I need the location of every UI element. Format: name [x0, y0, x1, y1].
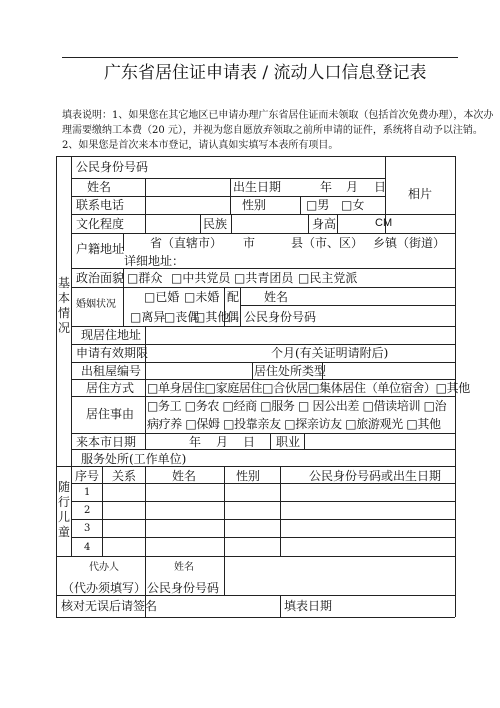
political-option-masses[interactable]: □群众: [127, 271, 163, 285]
hukou-city: 市: [243, 236, 256, 250]
workplace-label: 服务处所(工作单位): [81, 452, 187, 466]
grid-line: [224, 556, 225, 595]
children-row-3-index: 3: [84, 523, 91, 534]
grid-line: [224, 466, 225, 556]
agent-id-label: 公民身份号码: [147, 581, 220, 595]
children-section-label: 随行儿童: [57, 480, 70, 539]
spouse-name-label: 姓名: [264, 290, 289, 304]
political-option-democratic[interactable]: □民主党派: [298, 271, 358, 285]
spouse-label-bottom: 偶: [227, 310, 240, 324]
political-option-league[interactable]: □共青团员: [234, 271, 294, 285]
marital-label: 婚姻状况: [76, 299, 116, 310]
political-label: 政治面貌: [76, 271, 125, 285]
grid-line: [71, 214, 455, 215]
phone-label: 联系电话: [76, 198, 125, 212]
gender-male-checkbox[interactable]: □男: [306, 198, 330, 212]
birth-month-label: 月: [346, 180, 359, 194]
grid-line: [71, 233, 455, 234]
arrival-year-label: 年: [189, 435, 202, 449]
grid-line: [71, 326, 455, 327]
residence-mode-label: 居住方式: [86, 381, 135, 395]
grid-line: [56, 156, 57, 617]
grid-line: [270, 433, 271, 449]
grid-line: [56, 556, 455, 557]
arrival-date-label: 来本市日期: [76, 435, 137, 449]
gender-female-checkbox[interactable]: □女: [341, 198, 365, 212]
marital-option-widowed[interactable]: □丧偶: [164, 310, 200, 324]
grid-line: [56, 466, 455, 467]
basic-section-label: 基本情况: [57, 276, 70, 335]
hukou-label: 户籍地址: [76, 242, 125, 256]
hukou-town: 乡镇（街道）: [373, 236, 446, 250]
birth-year-label: 年: [320, 180, 333, 194]
children-header-gender: 性别: [236, 469, 261, 483]
residence-reason-label: 居住事由: [86, 407, 135, 421]
occupation-label: 职业: [276, 435, 301, 449]
children-header-id: 公民身份号码或出生日期: [309, 469, 442, 483]
marital-option-other[interactable]: □其他: [194, 310, 230, 324]
grid-line: [337, 214, 338, 233]
grid-line: [252, 362, 253, 379]
instructions-line-3: 2、如果您是首次来本市登记，请认真如实填写本表所有项目。: [62, 140, 339, 151]
grid-line: [71, 449, 455, 450]
agent-name-label: 姓名: [174, 562, 194, 573]
grid-line: [56, 595, 455, 596]
grid-line: [145, 466, 146, 556]
fill-date-label: 填表日期: [284, 599, 333, 613]
grid-line: [71, 519, 455, 520]
grid-line: [71, 178, 385, 179]
residence-mode-options[interactable]: □单身居住□家庭居住□合伙居□集体居住（单位宿舍）□其他: [147, 381, 470, 395]
residence-type-label: 居住处所类型: [254, 364, 327, 378]
children-header-index: 序号: [75, 469, 100, 483]
validity-label: 申请有效期限: [76, 346, 149, 360]
grid-line: [231, 214, 232, 233]
grid-line: [56, 156, 455, 157]
grid-line: [71, 379, 455, 380]
instructions-line-2: 理需要缴纳工本费（20 元），并视为您自愿放弃领取之前所申请的证件，系统将自动予以注销。: [62, 125, 483, 136]
height-label: 身高: [312, 217, 337, 231]
children-row-1-index: 1: [84, 487, 91, 498]
spouse-label-top: 配: [227, 290, 240, 304]
grid-line: [102, 466, 103, 556]
agent-note: （代办须填写）: [62, 581, 147, 595]
photo-label: 相片: [408, 187, 433, 201]
form-title: 广东省居住证申请表 / 流动人口信息登记表: [104, 63, 427, 83]
grid-line: [230, 178, 231, 214]
ethnicity-label: 民族: [203, 217, 228, 231]
grid-line: [56, 617, 455, 618]
children-row-4-index: 4: [84, 542, 91, 553]
political-option-cpc[interactable]: □中共党员: [171, 271, 231, 285]
grid-line: [71, 433, 455, 434]
marital-option-married[interactable]: □已婚: [144, 290, 180, 304]
grid-line: [308, 214, 309, 233]
grid-line: [280, 466, 281, 556]
validity-months-text: 个月(有关证明请附后): [271, 346, 389, 360]
marital-option-single[interactable]: □未婚: [184, 290, 220, 304]
marital-option-divorced[interactable]: □离异: [130, 310, 166, 324]
id-number-label: 公民身份号码: [76, 160, 149, 174]
gender-label: 性别: [242, 198, 267, 212]
grid-line: [71, 483, 455, 484]
name-label: 姓名: [87, 180, 112, 194]
grid-line: [71, 156, 72, 556]
signature-label: 核对无误后请签名: [61, 599, 158, 613]
grid-line: [71, 268, 455, 269]
grid-line: [280, 595, 281, 617]
hukou-detail-label: 详细地址：: [124, 254, 185, 268]
rental-number-label: 出租屋编号: [81, 364, 142, 378]
grid-line: [240, 287, 241, 326]
grid-line: [240, 305, 455, 306]
grid-line: [71, 196, 385, 197]
grid-line: [71, 501, 455, 502]
grid-line: [71, 344, 455, 345]
hukou-province: 省（直辖市）: [150, 236, 223, 250]
agent-label: 代办人: [89, 562, 119, 573]
children-header-relation: 关系: [112, 469, 137, 483]
grid-line: [71, 396, 455, 397]
hukou-county: 县（市、区）: [291, 236, 364, 250]
grid-line: [71, 537, 455, 538]
arrival-day-label: 日: [243, 435, 256, 449]
grid-line: [71, 287, 455, 288]
birth-day-label: 日: [374, 180, 387, 194]
grid-line: [300, 196, 301, 214]
arrival-month-label: 月: [216, 435, 229, 449]
grid-line: [304, 433, 305, 449]
grid-line: [145, 178, 146, 233]
spouse-id-label: 公民身份号码: [244, 310, 317, 324]
grid-line: [71, 362, 455, 363]
education-label: 文化程度: [76, 217, 125, 231]
children-row-2-index: 2: [84, 505, 91, 516]
residence-reason-options-2[interactable]: 病疗养 □保姆 □投靠亲友 □探亲访友 □旅游观光 □其他: [147, 417, 441, 431]
residence-reason-options-1[interactable]: □务工 □务农 □经商 □服务 □ 因公出差 □借读培训 □治: [147, 399, 447, 413]
height-unit-label: CM: [375, 217, 393, 229]
grid-line: [145, 326, 146, 449]
top-rule: [62, 57, 458, 58]
current-address-label: 现居住地址: [81, 328, 142, 342]
children-header-name: 姓名: [172, 469, 197, 483]
grid-line: [200, 214, 201, 233]
instructions-line-1: 填表说明：1、如果您在其它地区已申请办理广东省居住证而未领取（包括首次免费办理），本次办: [62, 110, 494, 121]
birth-date-label: 出生日期: [233, 180, 282, 194]
